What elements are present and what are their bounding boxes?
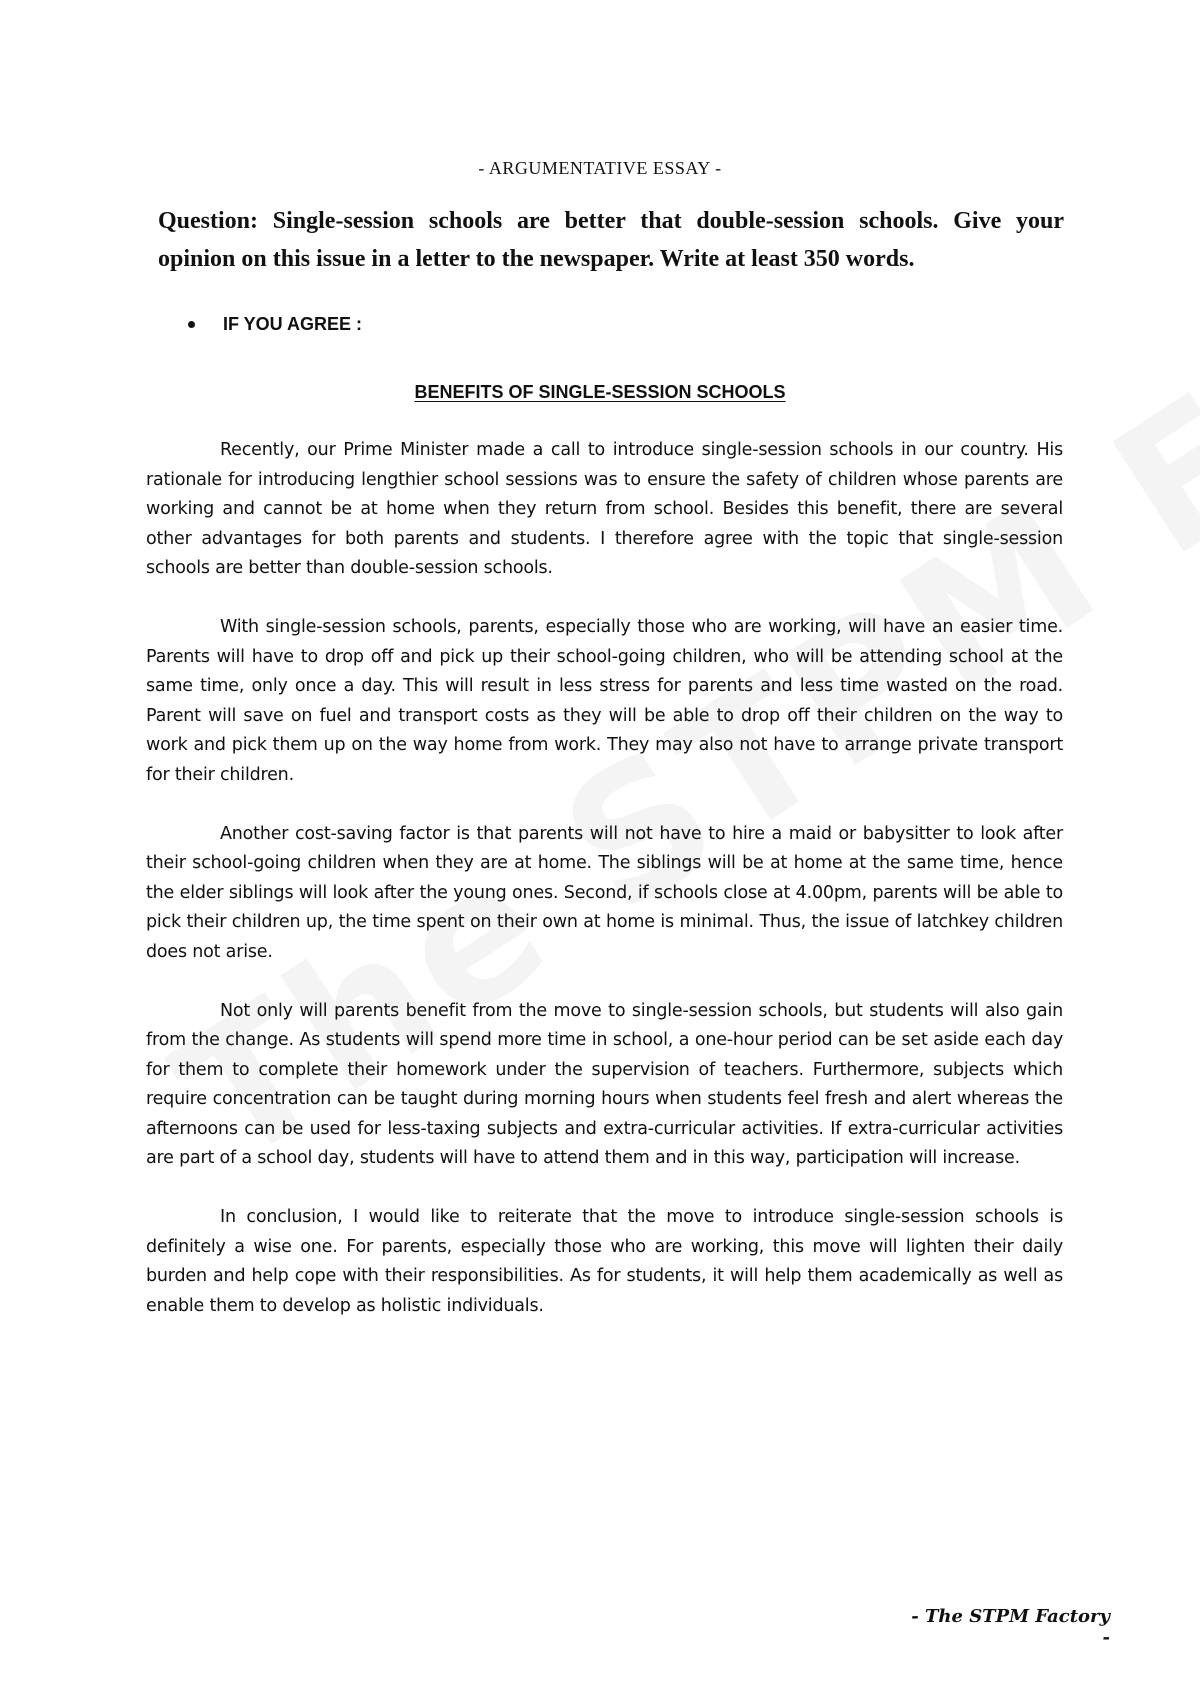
bullet-icon xyxy=(188,321,195,328)
essay-body xyxy=(146,436,1063,1351)
essay-type-label: - ARGUMENTATIVE ESSAY - xyxy=(478,158,722,178)
agree-label: IF YOU AGREE : xyxy=(223,314,363,334)
essay-question: Question: Single-session schools are better that double-session schools. Give your opinion on this issue in a letter to the newspaper. Write at least 350 words. xyxy=(158,208,1064,272)
paragraph-parents-time: With single-session schools, parents, especially those who are working, will have an easier time. Parents will have to drop off and pick up their school-going children, who will be attending school at the same time, only once a day. This will result in less stress for parents and less time wasted on the road. Parent will save on fuel and transport costs as they will be able to drop off their children on the way to work and pick them up on the way home from work. They may also not have to arrange private transport for their children. xyxy=(146,617,1063,785)
paragraph-cost-saving: Another cost-saving factor is that parents will not have to hire a maid or babysitter to look after their school-going children when they are at home. The siblings will be at home at the same time, hence the elder siblings will look after the young ones. Second, if schools close at 4.00pm, parents will be able to pick their children up, the time spent on their own at home is minimal. Thus, the issue of latchkey children does not arise. xyxy=(146,823,1063,962)
footer-signature: - The STPM Factory - xyxy=(911,1606,1110,1648)
section-heading: BENEFITS OF SINGLE-SESSION SCHOOLS xyxy=(414,382,786,402)
paragraph-introduction: Recently, our Prime Minister made a call to introduce single-session schools in our country. His rationale for introducing lengthier school sessions was to ensure the safety of children whose parents are working and cannot be at home when they return from school. Besides this benefit, there are several other advantages for both parents and students. I therefore agree with the topic that single-session schools are better than double-session schools. xyxy=(146,440,1063,578)
agree-bullet-item xyxy=(188,314,362,335)
paragraph-conclusion: In conclusion, I would like to reiterate that the move to introduce single-session schools is definitely a wise one. For parents, especially those who are working, this move will lighten their daily burden and help cope with their responsibilities. As for students, it will help them academically as well as enable them to develop as holistic individuals. xyxy=(146,1207,1063,1316)
paragraph-students-benefit: Not only will parents benefit from the move to single-session schools, but students will also gain from the change. As students will spend more time in school, a one-hour period can be set aside each day for them to complete their homework under the supervision of teachers. Furthermore, subjects which require concentration can be taught during morning hours when students feel fresh and alert whereas the afternoons can be used for less-taxing subjects and extra-curricular activities. If extra-curricular activities are part of a school day, students will have to attend them and in this way, participation will increase. xyxy=(146,1000,1063,1168)
